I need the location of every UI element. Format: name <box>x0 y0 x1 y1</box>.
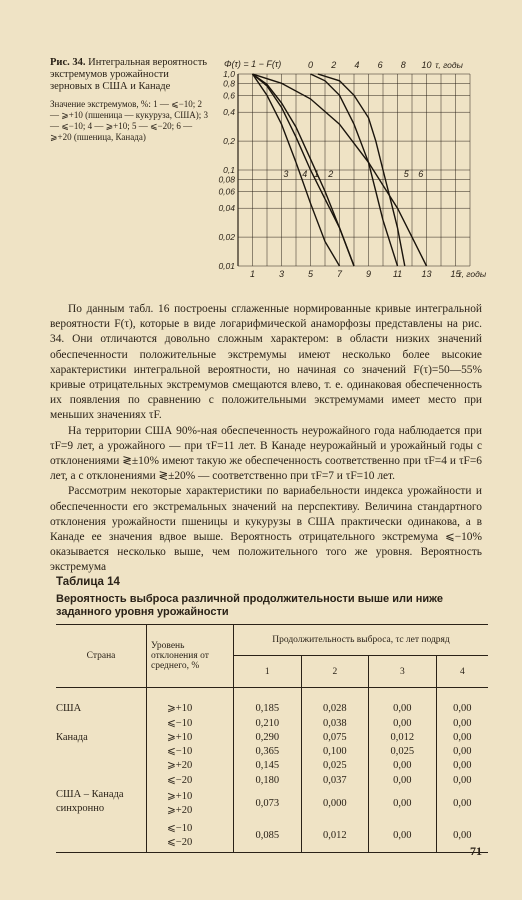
row-country <box>56 717 147 731</box>
curve-label: 1 <box>313 168 319 179</box>
body-text <box>50 302 482 576</box>
row-dev-line2: ⩾+20 <box>167 805 193 817</box>
row-value: 0,038 <box>301 717 369 731</box>
curve-label: 5 <box>403 168 409 179</box>
row-dev-line1: ⩽−10 <box>167 823 193 835</box>
y-tick-label: 0,01 <box>218 261 235 271</box>
y-tick-label: 0,6 <box>223 90 235 101</box>
row-country <box>56 759 147 773</box>
x-tick-label: 1 <box>249 269 256 279</box>
y-tick-label: 0,02 <box>218 232 235 243</box>
row-value: 0,100 <box>301 745 369 759</box>
y-tick-label: 0,1 <box>223 165 235 175</box>
x-tick-label: 11 <box>392 269 403 279</box>
paragraph-3: Рассмотрим некоторые характеристики по вариабельности индекса урожайности и обеспеченности его экстремальных значений на перспективу. Величина стандартного отклонения урожайности пшеницы и кукурузы в США практически одинакова, а в Канаде ее значения вдвое выше. Вероятность отрицательного экстремума ⩽−10% оказывается несколько выше, чем положительного того же уровня. Вероятность экстремума <box>50 485 482 574</box>
top-tick-label: 10 <box>421 60 432 70</box>
row-value: 0,185 <box>234 702 302 716</box>
x-tick-label: 3 <box>278 269 285 279</box>
x-axis-label: τ, годы <box>458 269 487 279</box>
curve-label: 6 <box>418 168 424 179</box>
row-value: 0,025 <box>301 759 369 773</box>
y-tick-label: 0,8 <box>223 78 235 89</box>
row-deviation <box>147 788 234 820</box>
row-value: 0,365 <box>234 745 302 759</box>
caption-text: Интегральная вероятность экстремумов урожайности зерновых в США и Канаде <box>50 57 208 92</box>
caption-label: Рис. 34. <box>50 57 86 68</box>
row-country <box>56 745 147 759</box>
row-value: 0,00 <box>369 788 437 820</box>
row-value: 0,000 <box>301 788 369 820</box>
row-deviation: ⩾+10 <box>147 731 234 745</box>
row-value: 0,00 <box>436 702 488 716</box>
row-deviation: ⩾+20 <box>147 759 234 773</box>
y-tick-label: 1,0 <box>223 69 235 79</box>
row-value: 0,210 <box>234 717 302 731</box>
row-value: 0,028 <box>301 702 369 716</box>
probability-chart <box>212 56 487 288</box>
row-country-line2: синхронно <box>56 803 105 815</box>
row-value: 0,012 <box>369 731 437 745</box>
row-value: 0,00 <box>369 774 437 788</box>
row-value: 0,00 <box>369 759 437 773</box>
x-tick-label: 5 <box>307 269 314 279</box>
row-country: США <box>56 703 82 715</box>
curve-label: 2 <box>328 168 334 179</box>
row-deviation: ⩾+10 <box>147 702 234 716</box>
x-tick-label: 9 <box>365 269 372 279</box>
row-value: 0,025 <box>369 745 437 759</box>
table-title: Вероятность выброса различной продолжительности выше или ниже заданного уровня урожайности <box>56 593 443 618</box>
header-dur-3: 3 <box>369 656 437 688</box>
top-tick-label: 2 <box>331 60 337 70</box>
y-axis-label: Φ(τ) = 1 − F(τ) <box>224 59 282 69</box>
row-country-line1: США – Канада <box>56 789 124 801</box>
data-table <box>56 624 488 853</box>
top-tick-label: 4 <box>354 60 360 70</box>
row-value: 0,290 <box>234 731 302 745</box>
table-row <box>56 731 488 745</box>
table-row <box>56 788 488 820</box>
row-country <box>56 820 147 853</box>
table-row <box>56 820 488 853</box>
row-deviation: ⩽−10 <box>147 745 234 759</box>
row-deviation: ⩽−10 <box>147 717 234 731</box>
row-dev-line2: ⩽−20 <box>167 837 193 849</box>
row-value: 0,00 <box>369 820 437 853</box>
table-row <box>56 745 488 759</box>
row-deviation <box>147 820 234 853</box>
y-tick-label: 0,08 <box>218 174 235 185</box>
table-row <box>56 717 488 731</box>
table-row <box>56 702 488 716</box>
row-value: 0,00 <box>436 788 488 820</box>
curve-label: 4 <box>302 168 308 179</box>
row-country <box>56 774 147 788</box>
paragraph-2: На территории США 90%-ная обеспеченность неурожайного года наблюдается при τF=9 лет, а урожайного — при τF=11 лет. В Канаде неурожайный и урожайный годы с отклонениями ≷±10% имеют такую же обеспеченность соответственно при τF=4 и τF=6 лет, а с отклонениями ≷±20% — соответственно при τF=7 и τF=10 лет. <box>50 424 482 483</box>
row-value: 0,00 <box>369 717 437 731</box>
top-axis-label: τ, годы <box>435 60 463 70</box>
row-value: 0,00 <box>436 717 488 731</box>
caption-legend: Значение экстремумов, %: 1 — ⩽−10; 2 — ⩾+10 (пшеница — кукуруза, США); 3 — ⩽−10; 4 — ⩾+10; 5 — ⩽−20; 6 — ⩾+20 (пшеница, Канада) <box>50 99 209 142</box>
x-tick-label: 13 <box>421 269 432 279</box>
table-row <box>56 759 488 773</box>
x-tick-label: 15 <box>450 269 461 279</box>
row-value: 0,00 <box>436 774 488 788</box>
row-value: 0,012 <box>301 820 369 853</box>
y-tick-label: 0,2 <box>223 136 235 147</box>
row-value: 0,00 <box>436 759 488 773</box>
row-deviation: ⩽−20 <box>147 774 234 788</box>
curve-label: 3 <box>283 168 289 179</box>
row-value: 0,075 <box>301 731 369 745</box>
row-country: Канада <box>56 731 88 743</box>
header-dur-4: 4 <box>436 656 488 688</box>
row-country <box>56 788 147 820</box>
row-value: 0,073 <box>234 788 302 820</box>
x-tick-label: 7 <box>336 269 343 279</box>
figure-caption <box>50 57 210 143</box>
table-body <box>56 688 488 853</box>
header-dur-1: 1 <box>234 656 302 688</box>
row-value: 0,00 <box>436 745 488 759</box>
header-dur-2: 2 <box>301 656 369 688</box>
y-tick-label: 0,06 <box>218 186 235 197</box>
table-number: Таблица 14 <box>56 576 120 588</box>
header-duration: Продолжительность выброса, τc лет подряд <box>234 625 489 656</box>
row-value: 0,085 <box>234 820 302 853</box>
y-tick-label: 0,04 <box>218 203 235 214</box>
top-tick-label: 8 <box>400 60 406 70</box>
row-value: 0,00 <box>369 702 437 716</box>
top-tick-label: 6 <box>377 60 383 70</box>
table-row <box>56 774 488 788</box>
row-value: 0,00 <box>436 820 488 853</box>
header-level: Уровень отклонения от среднего, % <box>147 625 234 688</box>
y-tick-label: 0,4 <box>223 107 235 118</box>
row-value: 0,037 <box>301 774 369 788</box>
row-dev-line1: ⩾+10 <box>167 791 193 803</box>
paragraph-1: По данным табл. 16 построены сглаженные нормированные кривые интегральной вероятности F(τ), которые в виде логарифмической анаморфозы представлены на рис. 34. Они отличаются довольно сложным характером: в области низких значений обеспеченности положительные экстремумы имеют несколько более высокие характеристики интегральной вероятности, но начиная со значений F(τ)=50—55% кривые отрицательных экстремумов смещаются влево, т. е. одинаковая обеспеченность их появления по сравнению с положительными экстремумами имеет место при меньших значениях τF. <box>50 303 482 422</box>
top-tick-label: 0 <box>307 60 314 70</box>
row-value: 0,145 <box>234 759 302 773</box>
row-value: 0,180 <box>234 774 302 788</box>
row-value: 0,00 <box>436 731 488 745</box>
header-country: Страна <box>56 625 147 688</box>
page-number: 71 <box>470 844 482 858</box>
